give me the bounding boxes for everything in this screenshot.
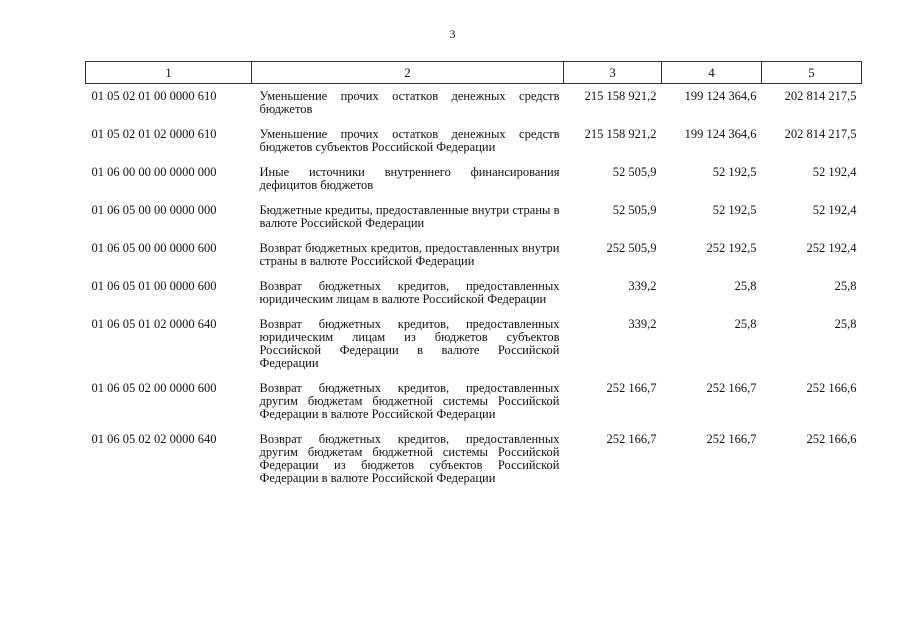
value-col-3: 215 158 921,2 <box>584 127 657 141</box>
budget-code: 01 06 05 02 02 0000 640 <box>91 432 217 446</box>
value-col-5: 25,8 <box>834 279 857 293</box>
value-col-3: 215 158 921,2 <box>584 89 657 103</box>
column-number-row <box>86 62 862 84</box>
budget-code: 01 06 05 00 00 0000 000 <box>91 203 217 217</box>
table-row <box>86 236 862 274</box>
value-col-5: 252 166,6 <box>806 432 857 446</box>
column-header-4: 4 <box>662 62 762 84</box>
item-name: Возврат бюджетных кредитов, предоставленных внутри страны в валюте Российской Федерации <box>259 241 560 268</box>
table-row <box>86 122 862 160</box>
value-col-3: 52 505,9 <box>612 165 657 179</box>
item-name: Уменьшение прочих остатков денежных средств бюджетов субъектов Российской Федерации <box>259 127 560 154</box>
item-name: Иные источники внутреннего финансирования дефицитов бюджетов <box>259 165 560 192</box>
budget-code: 01 06 05 01 02 0000 640 <box>91 317 217 331</box>
budget-code: 01 05 02 01 02 0000 610 <box>91 127 217 141</box>
budget-code: 01 06 05 02 00 0000 600 <box>91 381 217 395</box>
value-col-3: 252 166,7 <box>606 432 657 446</box>
item-name: Возврат бюджетных кредитов, предоставленных юридическим лицам в валюте Российской Федерации <box>259 279 560 306</box>
item-name: Возврат бюджетных кредитов, предоставленных другим бюджетам бюджетной системы Российской Федерации из бюджетов субъектов Российской Федерации в валюте Российской Федерации <box>259 432 560 485</box>
value-col-3: 252 166,7 <box>606 381 657 395</box>
value-col-4: 252 192,5 <box>706 241 757 255</box>
value-col-4: 252 166,7 <box>706 381 757 395</box>
value-col-4: 199 124 364,6 <box>684 127 757 141</box>
value-col-5: 52 192,4 <box>812 203 857 217</box>
value-col-4: 25,8 <box>734 317 757 331</box>
item-name: Уменьшение прочих остатков денежных средств бюджетов <box>259 89 560 116</box>
value-col-5: 252 166,6 <box>806 381 857 395</box>
item-name: Бюджетные кредиты, предоставленные внутри страны в валюте Российской Федерации <box>259 203 560 230</box>
value-col-4: 199 124 364,6 <box>684 89 757 103</box>
value-col-5: 25,8 <box>834 317 857 331</box>
table-row <box>86 84 862 123</box>
value-col-5: 202 814 217,5 <box>784 89 857 103</box>
column-header-3: 3 <box>564 62 662 84</box>
budget-code: 01 06 05 01 00 0000 600 <box>91 279 217 293</box>
value-col-5: 52 192,4 <box>812 165 857 179</box>
item-name: Возврат бюджетных кредитов, предоставленных другим бюджетам бюджетной системы Российской Федерации в валюте Российской Федерации <box>259 381 560 421</box>
table-row <box>86 160 862 198</box>
table-row <box>86 427 862 491</box>
budget-code: 01 06 05 00 00 0000 600 <box>91 241 217 255</box>
value-col-3: 339,2 <box>628 279 657 293</box>
value-col-3: 339,2 <box>628 317 657 331</box>
value-col-4: 52 192,5 <box>712 203 757 217</box>
column-header-2: 2 <box>252 62 564 84</box>
item-name: Возврат бюджетных кредитов, предоставленных юридическим лицам из бюджетов субъектов Российской Федерации в валюте Российской Федерации <box>259 317 560 370</box>
value-col-4: 25,8 <box>734 279 757 293</box>
budget-code: 01 06 00 00 00 0000 000 <box>91 165 217 179</box>
table-row <box>86 198 862 236</box>
column-header-5: 5 <box>762 62 862 84</box>
page-number: 3 <box>449 27 456 41</box>
column-header-1: 1 <box>86 62 252 84</box>
table-row <box>86 312 862 376</box>
value-col-3: 52 505,9 <box>612 203 657 217</box>
budget-code: 01 05 02 01 00 0000 610 <box>91 89 217 103</box>
value-col-5: 202 814 217,5 <box>784 127 857 141</box>
table-row <box>86 376 862 427</box>
value-col-4: 252 166,7 <box>706 432 757 446</box>
budget-sources-table <box>85 61 862 491</box>
value-col-5: 252 192,4 <box>806 241 857 255</box>
value-col-4: 52 192,5 <box>712 165 757 179</box>
table-row <box>86 274 862 312</box>
value-col-3: 252 505,9 <box>606 241 657 255</box>
